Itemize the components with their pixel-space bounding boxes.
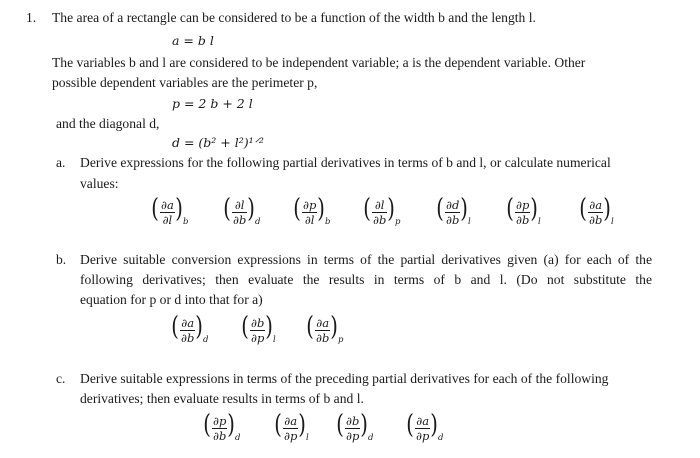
- numerator: ∂l: [234, 198, 245, 212]
- equation-area: a = b l: [172, 33, 214, 48]
- held-constant-subscript: p: [395, 217, 401, 227]
- fraction: [372, 199, 387, 226]
- part-b-text-line1: Derive suitable conversion expressions in terms of the partial derivatives given (a) for each of the: [80, 252, 652, 267]
- denominator: ∂p: [251, 331, 265, 345]
- left-paren: (: [241, 312, 249, 342]
- variables-text-line1: The variables b and l are considered to be independent variable; a is the dependent variable. Other: [52, 55, 586, 70]
- denominator: ∂b: [316, 331, 330, 345]
- denominator: ∂p: [416, 429, 430, 443]
- held-constant-subscript: d: [203, 335, 209, 345]
- held-constant-subscript: b: [183, 217, 189, 227]
- denominator: ∂l: [162, 213, 173, 227]
- denominator: ∂b: [516, 213, 530, 227]
- denominator: ∂b: [213, 429, 227, 443]
- right-paren: ): [430, 410, 438, 440]
- right-paren: ): [317, 194, 325, 224]
- fraction: [232, 199, 247, 226]
- denominator: ∂b: [373, 213, 387, 227]
- left-paren: (: [579, 194, 587, 224]
- denominator: ∂b: [233, 213, 247, 227]
- left-paren: (: [363, 194, 371, 224]
- part-a-label: a.: [56, 155, 66, 170]
- fraction: [180, 317, 195, 344]
- fraction: [302, 199, 317, 226]
- denominator: ∂b: [446, 213, 460, 227]
- fraction: [250, 317, 265, 344]
- part-c-text-line1: Derive suitable expressions in terms of the preceding partial derivatives for each of the following: [80, 371, 609, 386]
- right-paren: ): [247, 194, 255, 224]
- part-c-text-line2: derivatives; then evaluate results in terms of b and l.: [80, 391, 364, 406]
- problem-number: 1.: [26, 10, 37, 25]
- numerator: ∂d: [446, 198, 460, 212]
- left-paren: (: [203, 410, 211, 440]
- part-a-text-line2: values:: [80, 176, 119, 191]
- right-paren: ): [530, 194, 538, 224]
- numerator: ∂b: [346, 414, 360, 428]
- right-paren: ): [360, 410, 368, 440]
- numerator: ∂a: [589, 198, 603, 212]
- right-paren: ): [603, 194, 611, 224]
- part-a-text-line1: Derive expressions for the following partial derivatives in terms of b and l, or calculate numerical: [80, 155, 611, 170]
- part-b-text-line3: equation for p or d into that for a): [80, 292, 263, 307]
- held-constant-subscript: d: [235, 433, 241, 443]
- fraction: [415, 415, 430, 442]
- held-constant-subscript: d: [255, 217, 261, 227]
- right-paren: ): [175, 194, 183, 224]
- fraction: [588, 199, 603, 226]
- left-paren: (: [506, 194, 514, 224]
- held-constant-subscript: l: [611, 217, 614, 227]
- part-c-label: c.: [56, 371, 66, 386]
- right-paren: ): [460, 194, 468, 224]
- numerator: ∂l: [374, 198, 385, 212]
- held-constant-subscript: p: [338, 335, 344, 345]
- left-paren: (: [151, 194, 159, 224]
- left-paren: (: [274, 410, 282, 440]
- left-paren: (: [336, 410, 344, 440]
- held-constant-subscript: b: [325, 217, 331, 227]
- fraction: [315, 317, 330, 344]
- numerator: ∂p: [516, 198, 530, 212]
- fraction: [283, 415, 298, 442]
- fraction: [160, 199, 175, 226]
- denominator: ∂l: [304, 213, 315, 227]
- fraction: [515, 199, 530, 226]
- right-paren: ): [265, 312, 273, 342]
- left-paren: (: [293, 194, 301, 224]
- numerator: ∂a: [284, 414, 298, 428]
- denominator: ∂p: [284, 429, 298, 443]
- right-paren: ): [330, 312, 338, 342]
- right-paren: ): [227, 410, 235, 440]
- right-paren: ): [298, 410, 306, 440]
- diagonal-text: and the diagonal d,: [56, 116, 160, 131]
- numerator: ∂b: [251, 316, 265, 330]
- held-constant-subscript: l: [468, 217, 471, 227]
- held-constant-subscript: d: [368, 433, 374, 443]
- part-b-text-line2: following derivatives; then evaluate the results in terms of b and l. (Do not substitute the: [80, 272, 652, 287]
- left-paren: (: [406, 410, 414, 440]
- denominator: ∂b: [589, 213, 603, 227]
- held-constant-subscript: l: [538, 217, 541, 227]
- numerator: ∂p: [213, 414, 227, 428]
- denominator: ∂p: [346, 429, 360, 443]
- numerator: ∂a: [181, 316, 195, 330]
- numerator: ∂a: [416, 414, 430, 428]
- right-paren: ): [387, 194, 395, 224]
- numerator: ∂a: [316, 316, 330, 330]
- equation-diagonal: d = (b² + l²)¹ᐟ²: [172, 135, 264, 150]
- numerator: ∂a: [161, 198, 174, 212]
- fraction: [212, 415, 227, 442]
- right-paren: ): [195, 312, 203, 342]
- left-paren: (: [306, 312, 314, 342]
- numerator: ∂p: [303, 198, 317, 212]
- left-paren: (: [223, 194, 231, 224]
- fraction: [345, 415, 360, 442]
- fraction: [445, 199, 460, 226]
- left-paren: (: [171, 312, 179, 342]
- part-b-label: b.: [56, 252, 67, 267]
- variables-text-line2: possible dependent variables are the perimeter p,: [52, 75, 318, 90]
- left-paren: (: [436, 194, 444, 224]
- denominator: ∂b: [181, 331, 195, 345]
- held-constant-subscript: d: [438, 433, 444, 443]
- held-constant-subscript: l: [273, 335, 276, 345]
- problem-intro: The area of a rectangle can be considered to be a function of the width b and the length l.: [52, 10, 536, 25]
- held-constant-subscript: l: [306, 433, 309, 443]
- equation-perimeter: p = 2 b + 2 l: [172, 96, 253, 111]
